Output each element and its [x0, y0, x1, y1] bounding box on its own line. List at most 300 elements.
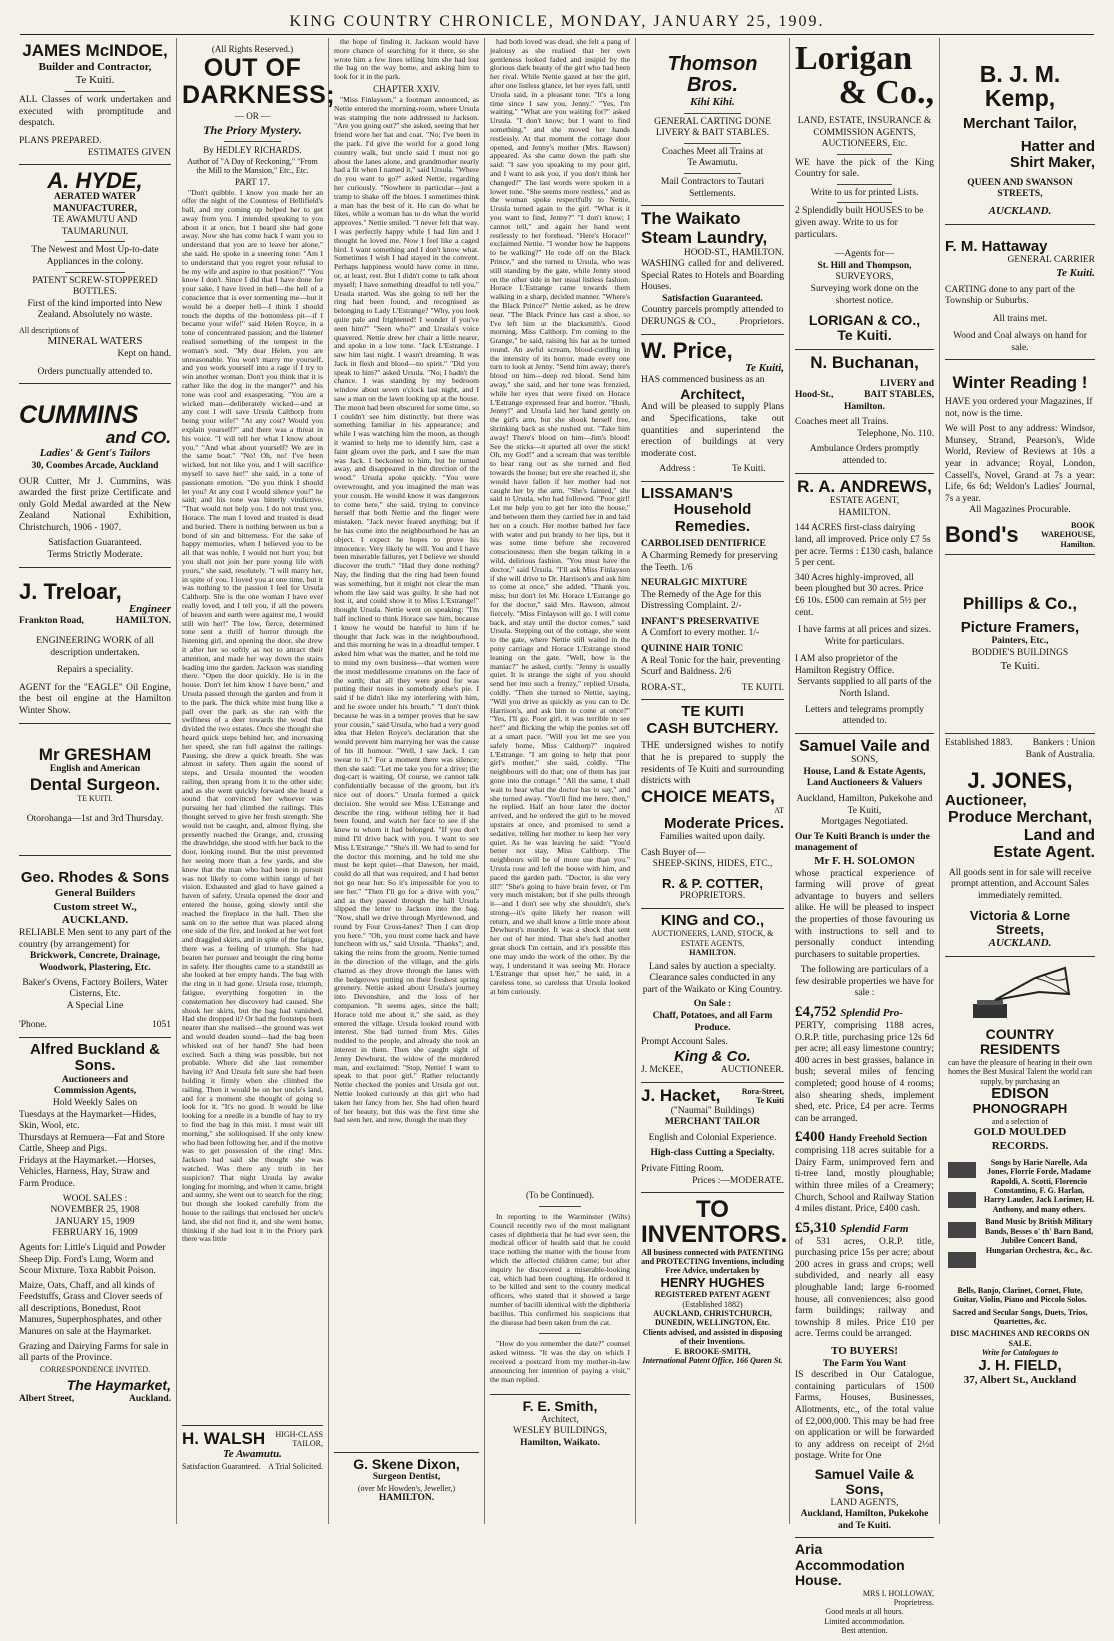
- ad-trade: LIVERY and: [880, 378, 934, 389]
- ad-headline: EDISON: [991, 1084, 1049, 1102]
- ad-trade: Estate Agent.: [993, 844, 1095, 862]
- product-desc: A Real Tonic for the hair, preventing Scurf and Baldness. 2/6: [641, 655, 781, 678]
- ad-body: Cash Buyer of—: [641, 847, 706, 858]
- ad-body: WE have the pick of the King Country for sale.: [795, 157, 934, 180]
- ad-town: TE KUITI.: [77, 794, 113, 804]
- ad-body: Limited accommodation.: [824, 1616, 905, 1626]
- ad-body: Write for Catalogues to: [981, 1348, 1059, 1358]
- ad-town: AUCKLAND.: [988, 204, 1052, 217]
- to-be-continued: (To be Continued).: [525, 1190, 595, 1200]
- ad-trade: Shirt Maker,: [1009, 154, 1095, 172]
- product-name: QUININE HAIR TONIC: [641, 644, 744, 655]
- ad-vaile: [795, 734, 934, 1539]
- ad-phone-number: 1051: [152, 1020, 171, 1031]
- ad-title: R. A. ANDREWS,: [797, 476, 932, 496]
- ad-body: St. Hill and Thompson,: [817, 260, 912, 271]
- ad-body: Surveying work done on the shortest notice.: [810, 283, 919, 306]
- ad-address: 37, Albert St., Auckland: [963, 1374, 1077, 1387]
- ad-price: [641, 335, 784, 482]
- story-subtitle: The Priory Mystery.: [203, 122, 302, 137]
- ad-body: FEBRUARY 16, 1909: [52, 1228, 138, 1239]
- ad-town: Te Kuiti.: [75, 74, 115, 87]
- ad-trade: Land and: [1023, 826, 1095, 844]
- ad-body: A Trial Solicited.: [268, 1462, 323, 1472]
- ad-body: Prices :—MODERATE.: [692, 1175, 784, 1186]
- ad-body: HAVE you ordered your Magazines, If not, now is the time.: [945, 397, 1093, 419]
- ad-trade: General Builders: [54, 886, 136, 899]
- ad-body: 144 ACRES first-class dairying land, all improved. Price only £7 5s per acre. Terms : £130 cash, balance 5 per cent.: [795, 523, 933, 569]
- ad-firm: J. McKEE,: [641, 1065, 683, 1076]
- ad-town: TE AWAMUTU AND TAUMARUNUI.: [52, 215, 138, 237]
- ad-buchanan: [795, 350, 934, 474]
- ad-body: WASHING called for and delivered. Special Rates to Hotels and Boarding Houses.: [641, 259, 784, 293]
- ad-title: N. Buchanan,: [810, 352, 919, 372]
- ad-title: Geo. Rhodes & Sons: [20, 869, 170, 887]
- ad-town: HAMILTON.: [689, 948, 736, 958]
- ad-body: AGENT for the "EAGLE" Oil Engine, the best oil engine at the Hamilton Winter Show.: [19, 682, 171, 716]
- ad-address: Hood-St.,: [795, 390, 834, 401]
- ad-body: LIVERY & BAIT STABLES.: [655, 128, 770, 139]
- ad-body: (Established 1882): [682, 1299, 743, 1309]
- ad-trade: BAIT STABLES,: [864, 390, 934, 401]
- ad-body: Thursdays at Remuera—Fat and Store Cattle, Sheep and Pigs.: [19, 1132, 165, 1155]
- ad-headline: Moderate Prices.: [663, 814, 784, 832]
- ad-body: WOOL SALES :: [62, 1193, 128, 1204]
- story-author-works: Author of "A Day of Reckoning," "From the Mill to the Mansion," Etc., Etc.: [187, 156, 318, 175]
- product-name: INFANT'S PRESERVATIVE: [641, 616, 760, 627]
- ad-trade: English and American: [49, 764, 141, 775]
- ad-trade: TAILOR,: [292, 1438, 323, 1448]
- story-text: "Miss Finlayson," a footman announced, as Nettie entered the morning-room, where Ursula was stamping the note addressed to Jackson. "Are you going out?" she asked, seeing that her friend wore her hat and coat. "No; I've been in the park. I'd give the world for a good long country walk, but uncle said I must not go about the lanes alone, and grandmother nearly had a fit when I named it," said Ursula. "Where do you want to go?" asked Nettie, regarding her curiously. "Nowhere in particular—just a tramp to shake off the blues. I sometimes think a man has the best of it. He can do what he likes, while a woman has to do what the world approves." Nettie smiled. "I never felt that way. I was perfectly happy while I had Jim and I thought he loved me. Now I feel like a caged bird. I want something and I don't know what. Sometimes I wish I had stayed in the convent. Perhaps happiness would have come in time, or, at least, rest. But I didn't come to talk about myself; I have something dreadful to tell you." Ursula started. Was she going to tell her the ring had been found, and recognised as belonging to Lady L'Estrange? "Why, you look quite pale and frightened! I wonder if you've seen him?" "Seen who?" and Ursula's voice quavered. Nettie drew her chair a little nearer, and spoke in a low tone. "Jack L'Estrange. I saw him last night. I wasn't dreaming. It was Jack in flesh and blood—no spirit." "Did you speak to him?" asked Ursula. "No; I hadn't the chance. I was standing by my bedroom window about seven o'clock last night, and I saw a man on the lawn looking up at the house. The moon had been obscured for some time, so I couldn't see him distinctly, but there was something familiar in his appearance; and while I was watching him the moon, as though it wanted to help me to identify him, cast a faint gleam over the park, and I saw the man was Jack. I beckoned to him, but he turned away, and disappeared in the direction of the wood." Ursula spoke quickly. "You were overwrought, and you imagined the man was your cousin. He would know it was dangerous to come here," she said, trying to convince herself that both Nettie and the finger were mistaken. "Jack never feared anything; but if he has come into the neighbourhood he has an object. I expect he hopes to prove his innocence. Very likely he will. You and I have been miserable failures, yet I believe we should discover the truth." "Had they done nothing? Nay, the finding that the ring had been found was something, but it might not clear the man whom the law said was guilty. It she had not lost it, and could show it to Miss L'Estrange!" thought Ursula. Nettie went on speaking: "I'm half inclined to think Horace saw him, because I know he would be hateful to him if he thought that Jack was in the neighbourhood, and this morning he was in a dreadful temper. I asked him what was the matter, and he told me to mind my own business—that women were the most meddlesome creatures on the face of the earth; that all they were good for was putting their noses in somebody else's pie. I said if he didn't like my interfering with him, and he swore under his breath." "I don't think because he was in a temper proves that he saw your cousin," said Ursula, who had a very good idea that Helen Royce's declaration that she would prevent him marrying her was the cause of his ill humour. "Well, I saw Jack. I can swear to it." For a moment there was silence; then she said: "Let me take you for a drive; the dog-cart is waiting. Of course, we cannot talk confidentially because of the groom, but it's nice out of doors." Ursula formed a quick decision. She would see Miss L'Estrange and describe the ring, without telling her it had been found, and watch her face to see if she knew to whom it had belonged. "If you don't mind I'll drive back with you. I want to see Miss L'Estrange." "She's ill. We had to send for the doctor this morning, and he told me she must be kept quiet—that Dawson, her maid, could do all that was required, and I had better not go near her. So it's impossible for you to see her." "Then I'll go for a drive with you," and as they passed through the hall Ursula slipped the letter to Jackson into the bag. "Now, shall we drive through Myrtlewood, and round by Four Cross-lanes? Then I can drop you here." "Oh, you must come back and have luncheon with us," said Ursula. "Thanks"; and, taking the reins from the groom, Nettie turned in the direction of the village, and the girls chatted as they drove through the lanes with the hedgerows putting on their freshest spring greenery. Nettie asked about Ursula's journey into Devonshire, and the loss of her companion. "It seems ages, since the ball; Horace told me about it," she said, as they entered the village. Ursula looked round with interest. She had turned from Mrs. Giles nodded to the people, and already she took an interest in them. Then she caught sight of Jenny Dewhurst, the widow of the murdered man, and exclaimed: "Stop, Nettie! I want to speak to that poor girl." Rather reluctantly Nettie checked the ponies and Ursula got out. Nettie looked curiously at this girl who had taken her fancy from her. She had often heard of her beauty, but this was the first time she had seen her, and now, though the man they: [334, 94, 479, 1125]
- ad-body: Chaff, Potatoes, and all Farm Produce.: [652, 1011, 773, 1033]
- product-name: NEURALGIC MIXTURE: [641, 578, 748, 589]
- ad-title: Steam Laundry,: [641, 227, 768, 247]
- ad-aria: [795, 1538, 934, 1640]
- ad-town: AUCKLAND.: [988, 937, 1052, 950]
- ad-lissaman: [641, 482, 784, 700]
- ad-title: A. HYDE,: [47, 168, 143, 194]
- ad-trade: Land Auctioneers & Valuers: [806, 778, 923, 789]
- property-name: Splendid Pro-: [840, 1007, 903, 1020]
- ad-town: HAMILTON.: [115, 616, 171, 627]
- ad-address: WESLEY BUILDINGS,: [512, 1426, 608, 1437]
- ad-firm: HENRY HUGHES: [660, 1274, 765, 1290]
- ad-address: International Patent Office, 166 Queen St.: [642, 1356, 783, 1366]
- ad-cummins: [19, 384, 171, 567]
- ad-address: Auckland, Hamilton, Pukekohe and Te Kuiti,: [796, 794, 933, 816]
- ad-address: AUCKLAND, CHRISTCHURCH, DUNEDIN, WELLINGTON, Etc.: [653, 1309, 772, 1328]
- ad-body: and a selection of: [991, 1116, 1049, 1126]
- story-or: — OR —: [234, 110, 270, 121]
- ad-body: Letters and telegrams promptly attended to.: [805, 704, 924, 727]
- ad-laundry: [641, 206, 784, 334]
- story-text: the hope of finding it. Jackson would have more chance of searching for it there, so she wrote him a few lines telling him she had lost the bag on the way home, and asking him to look for it in the park.: [334, 37, 479, 82]
- ad-trade: Builder and Contractor,: [38, 60, 152, 73]
- ad-body: Clearance sales conducted in any part of the Waikato or King Country.: [642, 973, 783, 995]
- property-price: £4,752: [795, 1004, 837, 1021]
- ad-trade: AUCTIONEERS, LAND, STOCK, & ESTATE AGENTS,: [651, 929, 774, 948]
- ad-title: COUNTRY RESIDENTS: [979, 1025, 1061, 1058]
- column-6: [790, 38, 940, 1636]
- ad-body: Maize, Oats, Chaff, and all kinds of Feedstuffs, Grass and Clover seeds of all descriptions, Bonedust, Root Manures, Superphosphates, and other Manures on sale at the Haymarket.: [19, 1280, 163, 1337]
- ad-headline: RECORDS.: [991, 1139, 1049, 1152]
- ad-address: 30, Coombes Arcade, Auckland: [31, 460, 159, 471]
- ad-title: Lorigan: [795, 40, 913, 77]
- ad-headline: CHOICE MEATS,: [641, 786, 775, 806]
- ad-body: 2 Splendidly built HOUSES to be given away. Write to us for particulars.: [795, 206, 924, 240]
- ad-field: [945, 957, 1095, 1393]
- ad-body: And will be pleased to supply Plans and Specifications, take out quantities and superintend the erection of buildings at very moderate cost.: [641, 402, 784, 459]
- ad-title: F. M. Hattaway: [945, 237, 1048, 255]
- ad-trade: Hatter and: [1020, 137, 1095, 155]
- ad-town: TE KUITI.: [741, 682, 784, 693]
- ad-trade: ESTATE AGENT,: [829, 496, 900, 507]
- ad-body: SHEEP-SKINS, HIDES, ETC.,: [652, 859, 773, 870]
- ad-body: ESTIMATES GIVEN: [87, 147, 171, 158]
- ad-body: English and Colonial Experience.: [648, 1132, 777, 1143]
- ad-trade: HIGH-CLASS: [275, 1429, 323, 1439]
- ad-body: Private Fitting Room.: [641, 1164, 724, 1175]
- ad-body: On Sale :: [693, 999, 732, 1010]
- ad-body: NOVEMBER 25, 1908: [50, 1205, 140, 1216]
- ad-king: [641, 909, 784, 1083]
- ad-title: SONS,: [851, 755, 878, 766]
- ad-trade: GENERAL CARRIER: [1007, 255, 1095, 266]
- ad-body: Kept on hand.: [117, 349, 171, 360]
- ad-body: Best attention.: [841, 1626, 888, 1636]
- ad-treloar: [19, 568, 171, 724]
- ad-title: Remedies.: [674, 517, 751, 535]
- ad-trade: Architect,: [541, 1414, 579, 1425]
- ad-address: RORA-ST.,: [641, 682, 686, 693]
- ad-title: J. Hacket,: [641, 1085, 721, 1105]
- news-item: "How do you remember the date?" counsel asked witness. "It was the day on which I received a postcard from my mother-in-law announcing her intention of paying a visit," the man replied.: [490, 1339, 630, 1384]
- ad-body: Agents for: Little's Liquid and Powder Sheep Dip. Ford's Lung, Worm and Scour Mixture. Toxa Rabbit Poison.: [19, 1242, 166, 1277]
- ad-address: Albert Street,: [19, 1393, 75, 1404]
- property-name: Handy Freehold Section: [829, 1134, 927, 1145]
- ad-title: H. WALSH: [182, 1428, 266, 1448]
- masthead: KING COUNTRY CHRONICLE, MONDAY, JANUARY 25, 1909.: [20, 10, 1094, 35]
- column-4: [485, 38, 636, 1524]
- ad-dixon: [334, 1452, 479, 1510]
- property-desc: PERTY, comprising 1188 acres, O.R.P. title, purchasing price 12s 6d per acre; all easy limestone country; 400 acres in best grasses, balance in bush; several miles of fencing completed; good house of 4 rooms; also shearing sheds, implement shed, etc. Price, £4 per acre. Terms can be arranged.: [795, 1021, 934, 1124]
- ad-firm: Samuel Vaile & Sons,: [814, 1465, 915, 1498]
- story-title: OUT OF: [203, 54, 302, 82]
- ad-body: ALL Classes of work undertaken and executed with promptitude and despatch.: [19, 95, 171, 129]
- product-desc: A Comfort to every mother. 1/-: [641, 628, 760, 639]
- news-item: In reporting to the Warminster (Wilts) Council recently two of the most malignant cases of diphtheria that he had ever seen, the medical officer of health said that he could trace nothing the matter with the house from which the affected children came; but after inquiry he discovered a miserable-looking cat, which had been coughing. He ordered it to be killed and sent to the county medical officers, who stated that it showed a large number of bacilli identical with the diphtheria bacillus. This confirmed his suspicions that the disease had been taken from the cat.: [490, 1212, 630, 1327]
- ad-body: First of the kind imported into New Zealand. Absolutely no waste.: [27, 298, 163, 321]
- property-price: £400: [795, 1129, 825, 1146]
- ad-body: SURVEYORS,: [835, 272, 894, 283]
- ad-body: IS described in Our Catalogue, containing particulars of 1500 Farms, Houses, Businesses, Allotments, etc., of the total value of £2,000,000. This may be had free on application or will be forwarded to any address on receipt of 2½d postage. Write for One: [795, 1370, 934, 1462]
- ad-town: HAMILTON.: [378, 1493, 435, 1504]
- property-price: £5,310: [795, 1219, 837, 1236]
- ad-firm: LORIGAN & CO.,: [808, 312, 921, 329]
- ad-inventors: [641, 1193, 788, 1370]
- ad-firm: Bond's: [945, 522, 1019, 548]
- ad-town: Te Kuiti,: [745, 361, 784, 374]
- story-author: By HEDLEY RICHARDS.: [203, 144, 302, 155]
- ad-body: Good meals at all hours.: [825, 1607, 904, 1617]
- ad-headline: TO BUYERS!: [831, 1344, 898, 1357]
- ad-body: Fridays at the Haymarket.—Horses, Vehicles, Harness, Hay, Straw and Farm Produce.: [19, 1155, 156, 1190]
- ad-body: REGISTERED PATENT AGENT: [654, 1290, 771, 1300]
- property-desc: of 531 acres, O.R.P. title, purchasing price 15s per acre; about 200 acres in grass and crops; well subdivided, and nearly all easy ploughable land; large 6-roomed house, all conveniences; also good farm buildings; railway and township 8 miles. Price £10 per acre. Terms could be arranged.: [795, 1236, 934, 1340]
- ad-body: I AM also proprietor of the Hamilton Registry Office.: [795, 654, 898, 676]
- ad-body: Clients advised, and assisted in disposing of their Inventions.: [642, 1327, 783, 1347]
- ad-address: (over Mr Howden's, Jeweller,): [357, 1483, 456, 1493]
- ad-body: The Newest and Most Up-to-date Appliances in the colony.: [31, 245, 159, 268]
- ad-town: Te Kuiti.: [732, 464, 766, 475]
- ad-body: We will Post to any address: Windsor, Munsey, Strand, Pearson's, Wide World, Review of Reviews at 10s a year in advance; Royal, London, Cassell's, Novel, Grand at 7s a year: Life, 6s 6d; Weldon's Ladies' Journal, 7s a year.: [945, 424, 1095, 504]
- ad-winter: [945, 360, 1095, 555]
- ad-firm: J. H. FIELD,: [978, 1356, 1062, 1374]
- ad-body: Mail Contractors to Tautari Settlements.: [660, 177, 765, 199]
- ad-phone-label: 'Phone.: [19, 1020, 47, 1031]
- ad-lorigan: [795, 38, 934, 350]
- product-desc: A Charming Remedy for preserving the Teeth. 1/6: [641, 551, 778, 573]
- ad-body: Tuesdays at the Haymarket—Hides, Skin, Wool, etc.: [19, 1109, 157, 1132]
- ad-body: All trains met.: [992, 313, 1048, 324]
- ad-hacket: [641, 1083, 784, 1193]
- story-part: PART 17.: [235, 176, 270, 187]
- ad-phone: Telephone, No. 110.: [857, 428, 934, 439]
- ad-body: Songs by Harie Narelle, Ada Jones, Florrie Forde, Madame Rapoldi, A. Scotti, Florencio Constantino, F. G. Harlan, Harry Lauder, Jack Lorimer, H. Anthony, and many others.: [983, 1157, 1095, 1214]
- ad-body: AT: [774, 806, 784, 816]
- ad-trade: LAND AGENTS,: [830, 1497, 899, 1508]
- ad-body: Baker's Ovens, Factory Boilers, Water Cisterns, Etc.: [22, 977, 168, 1000]
- ad-title: W. Price,: [641, 337, 733, 363]
- ad-trade: Merchant Tailor,: [963, 115, 1077, 133]
- ad-headline: The Farm You Want: [822, 1358, 907, 1369]
- ad-title: Alfred Buckland & Sons.: [29, 1040, 161, 1075]
- ad-town: Te Kuiti.: [1056, 266, 1095, 279]
- column-2: [177, 38, 336, 1524]
- ad-body: whose practical experience of farming will prove of great advantage to buyers and sellers alike. He will be pleased to inspect the properties of those favouring us with instructions to sell and to personally conduct intending purchasers to suitable properties.: [795, 868, 934, 960]
- ad-trade: Dental Surgeon.: [29, 774, 161, 794]
- ad-body: Mortgages Negotiated.: [820, 817, 909, 828]
- ad-headline: GOLD MOULDED: [973, 1126, 1067, 1139]
- ad-body: Bankers : Union Bank of Australia.: [1025, 738, 1095, 760]
- ad-title: Thomson Bros.: [667, 53, 758, 96]
- records-icon-column: [945, 1158, 979, 1283]
- ad-title: TE KUITI: [681, 703, 744, 721]
- ad-body: OUR Cutter, Mr J. Cummins, was awarded the first prize Certificate and only Gold Medal awarded at the New Zealand National Exhibition, Christchurch, 1906 - 1907.: [19, 476, 171, 533]
- ad-title: G. Skene Dixon,: [353, 1455, 460, 1472]
- ad-title: The Haymarket,: [66, 1377, 171, 1394]
- story-title: DARKNESS;: [182, 80, 336, 109]
- ad-body: All descriptions of: [19, 325, 79, 335]
- ad-town: Te Kuiti.: [1000, 659, 1040, 672]
- ad-address: HOOD-ST., HAMILTON.: [683, 247, 784, 258]
- ad-body: Wood and Coal always on hand for sale.: [953, 331, 1087, 353]
- ad-trade: AERATED WATER MANUFACTURER,: [53, 192, 137, 214]
- ad-trade: MERCHANT TAILOR: [664, 1117, 761, 1128]
- ad-body: Sacred and Secular Songs, Duets, Trios, Quartettes, &c.: [952, 1307, 1088, 1327]
- ad-body: Prompt Account Sales.: [641, 1037, 728, 1048]
- ad-body: Satisfaction Guaranteed.: [662, 293, 763, 304]
- ad-body: can have the pleasure of hearing in their own homes the Best Musical Talent the world can supply, by purchasing an: [948, 1057, 1092, 1086]
- ad-buckland: [19, 1038, 171, 1410]
- ad-body: Our Te Kuiti Branch is under the management of: [795, 831, 930, 854]
- ad-title: CASH BUTCHERY.: [646, 719, 779, 737]
- ad-town: Te Awamutu.: [223, 1448, 282, 1461]
- ad-title: B. J. M. Kemp,: [979, 61, 1061, 112]
- phonograph-icon: [965, 964, 1075, 1024]
- ad-town: Te Kuiti.: [837, 327, 892, 344]
- ad-body: Ambulance Orders promptly attended to.: [809, 444, 920, 467]
- ad-address: Address :: [659, 464, 696, 475]
- ad-town: Hamilton.: [844, 401, 885, 412]
- ad-body: Orders punctually attended to.: [37, 366, 153, 377]
- ad-body: Repairs a speciality.: [56, 665, 134, 676]
- rights-notice: (All Rights Reserved.): [211, 44, 294, 54]
- ad-body: MINERAL WATERS: [47, 335, 143, 348]
- ad-body: Country parcels promptly attended to: [641, 305, 784, 316]
- ad-title: CUMMINS: [19, 401, 139, 430]
- ad-firm: DERUNGS & CO.,: [641, 317, 716, 328]
- ad-title: TO INVENTORS.: [641, 1196, 788, 1249]
- ad-mcindoe: [19, 38, 171, 165]
- ad-kemp: [945, 38, 1095, 225]
- ad-rhodes: [19, 856, 171, 1037]
- column-1: [14, 38, 177, 1524]
- ad-title: JAMES McINDOE,: [22, 41, 168, 60]
- ad-body: GENERAL CARTING DONE: [654, 116, 771, 127]
- ad-address: BODDIE'S BUILDINGS: [971, 647, 1069, 658]
- ad-firm: AUCTIONEER.: [720, 1065, 784, 1076]
- ad-address: Victoria & Lorne Streets,: [969, 907, 1071, 937]
- ad-headline: PHONOGRAPH: [972, 1101, 1068, 1117]
- ad-title: KING and CO.,: [660, 911, 765, 929]
- ad-body: 340 Acres highly-improved, all been ploughed but 30 acres. Price £6 10s. £500 can remain at 5½ per cent.: [795, 572, 927, 618]
- ad-body: Satisfaction Guaranteed.: [182, 1462, 261, 1472]
- ad-body: RELIABLE Men sent to any part of the country (by arrangement) for: [19, 928, 171, 950]
- ad-trade: House, Land & Estate Agents,: [803, 766, 926, 777]
- product-name: CARBOLISED DENTIFRICE: [641, 539, 766, 550]
- ad-gresham: [19, 724, 171, 857]
- ad-address: Auckland, Hamilton, Pukekohe and Te Kuiti.: [800, 1509, 929, 1531]
- ad-smith: [490, 1394, 630, 1454]
- column-3: [329, 38, 485, 1524]
- ad-body: JANUARY 15, 1909: [55, 1216, 135, 1227]
- ad-body: CORRESPONDENCE INVITED.: [39, 1364, 151, 1374]
- ad-butchery: [641, 700, 784, 909]
- ad-body: Otorohanga—1st and 3rd Thursday.: [26, 813, 164, 824]
- story-text: "Don't quibble. I know you made her an offer the night of the Countess of Hellifield's ball, and my coming up helped her to get away from you. I intended speaking to you about it at once, but I heard she had gone away. Now she has come back I want you to understand that you are to leave her alone," she said. He spoke in a sneering tone: "Am I to understand that you regret your refusal to be my wife and aspire to that position?" "You know I don't. Since I did that I have done for your sake, I have lived in hell—the hell of a conscience that is ever tormenting me—but it would be a deeper hell—I think I should touch the depths of the bottomless pit—if I became your wife!" said Helen Royce, in a tone of concentrated passion; and the listener realised something of the tempest in the woman's soul. "My dear Helen, you are unreasonable. You won't marry me yourself, and you work yourself into a rage if I try to win another woman. Don't you think that it is rather like the dog in the manger?" and his tone was cool and exasperating. "You are a wicked man—deliberately wicked—and at any cost I will save Ursula Calthorp from being your wife!" "At any cost? Would you explain yourself?" and there was a threat in his voice. "I will tell her what I know about you." "And what about yourself? We are in the same boat." "No! Oh, no! I've been wicked, but not like you, and I will sacrifice myself to save her!" she said, in a tone of passionate emotion. "Do you think I should let you? At any cost I would silence you!" he said; and his tone was bitterly vindictive. "That would not help you. I do not trust you, Horace. The man I loved and trusted is dead and buried. There is nothing between us but a bond of sin and bitterness. For the sake of happy memories, when I believed you to be all that was noble, I would not hurt you; but you shall not join her pure young life with yours," she said, resolutely. "I will marry her, in spite of you. I loved you at one time, but it was nothing to the passion I feel for Ursula Calthorp. She is the one woman I have ever really loved, and I tell you, if all the powers of heaven and earth were against me, I would still win her!" The low, fierce, determined tone sent a thrill of horror through the listening girl, and opening the door, she drew it after her so softly as not to attract their attention, and made her way down the stairs leading into the garden. Jackson was standing there. "Open the door quickly. He is in the house. Don't let him know I have been," and Ursula passed through the garden and from it to the park. The thick white mist hung like a pall over the park as she ran with the swiftness of a deer towards the wood that divided the two estates. Once she thought she heard quick steps behind her, and increasing her speed, she ran full against the railings. Pausing, she drew a quick breath. She was almost in safety. Then again the sound of steps, and Ursula mounted the wooden railing, then sprang from it to the other side; and as she went quickly forward she heard a sound that convinced her whoever was pursuing her had climbed the railings. This thought served to give her fresh strength. She would not be caught, and, almost flying, she presently reached the Grange, and, crossing the drawbridge, she stood with her back to the door, looking round. But the mist prevented her seeing more than a few yards, and she knew that the man who had been in pursuit was not likely to come within range of her vision. Exhausted and glad to have gained a haven of safety, Ursula opened the door and entered the house, going slowly until she reached the fireplace in the hall. Then she sank on to the settee that was placed along one side of the fire, and looked at her wet feet and draggled skirts, and in spite of the fatigue, there was a feeling of triumph. She had beaten her pursuer and brought the ring home in safety. Her thoughts came to a standstill as she looked at her empty hands. The bag with the ring in it had gone. Ursula rose, triumph, fatigue, everything forgotten in the consternation her discovery had caused. She shook her skirts, but the bag had vanished. Had she dropped it? Or had the footsteps been nearer than she realised—the ground was wet and would deaden sound—had the bag been whisked out of her hand? She had been excited. Such a thing was possible, but not probable. Where did she last remember having it? And Ursula felt sure she had been holding it firmly when she climbed the railing. Then it would be on her uncle's land, and for a moment she thought of going to look for it. "It's no good. It would be like looking for a needle in a bundle of hay to try to find the bag in this mist. I must wait till morning," she soliloquised. If she only knew who had been following her, and if the motive was to get possession of the ring! Mrs. Jackson had said she thought she was watched. Was there any truth in her suspicion? That night Ursula lay awake longing for morning, and when it came, bright and sunny, she went out to search for the ring; but though she looked carefully from the house to the railings that enclosed her uncle's land, she did not find it, and she went home, thinking if she had lost it in the Priory park there was little: [182, 187, 323, 1244]
- ad-body: A Special Line: [66, 1000, 124, 1011]
- story-text: had both loved was dead, she felt a pang of jealousy as she realised that her own gentleness looked faded and insipid by the glorious dark beauty of the girl who had been her rival. While Nettie gazed at her the girl, after one listless glance, let her eyes fall, until Ursula said, in a pleasant tone: "It's a long time since I saw you, Jenny." "Yes, I'm waiting." "What are you waiting for?" asked Ursula. "I don't know; but I want to find something." and she moved her hands restlessly. At that moment the cottage door opened, and Jenny's mother (Mrs. Rawson) appeared. As she came down the path she said: "I saw you speaking to my poor girl, and I want to ask you, if you don't think her changed?" The last words were spoken in a lower tone. "She seems more restless," and as the woman spoke respectfully to Nettie, Ursula turned again to the girl. "What is it you want to find, Jenny?" "I don't know; I cannot tell," and again her hand went restlessly to her forehead. "Here's Horace!" exclaimed Nettie. "I wonder how he happens to be walking?" He rode off on the Black Prince," and she turned to Ursula, who was still standing by the gate, while Jenny stood on the other side in her usual listless fashion. Horace L'Estrange came towards them walking in a sharp, decided manner. "Where's the Black Prince?" Nettie asked, as he drew near. "The Black Prince has cast a shoe, so I've left him at the blacksmith's. Good morning, Miss Calthorp. I'm coming to the Grange," he said, raising his hat as he turned round. An awful scream, blood-curdling in the intensity of its horror, made every one turn to look at Jenny. "Send him away; there's blood on him—deep red blood. Send him away," she said, and her tone was frenzied, while her eyes that were fixed on Horace L'Estrange expressed fear and horror. "Hush, Jenny!" and Ursula laid her hand gently on the girl's arm, but she shook herself free, shrinking back as she rushed out. "Take him away! There's blood on him—Jim's blood! See the sticks—it spurted all over the stick! Oh, my God!" and a scream that was terrible to hear rang out as she turned and fled towards the house; but ere she reached it, she would have fallen if her mother had not caught her by the arm. "She's fainted," she said to Ursula, who had followed. "Poor girl! Let me help you to get her into the house," and between them they carried her in and laid her on a couch. Her mother bathed her face with water and put brandy to her lips, but it was some time before she recovered consciousness; then she began talking in a wild, delirious fashion. "You must have the doctor," said Ursula. "I'll ask Miss Finlayson if she will drive to Dr. Harrison's and ask him to come at once," she added. "Thank you, miss; but don't let Mr. Horace L'Estrange go for the doctor," said Mrs. Rawson, almost fiercely. "Miss Finlayson will go. I will come back, and stay until the doctor comes," said Ursula. Stepping out of the cottage, she went to the gate, where Nettie still waited in the pony carriage and Horace L'Estrange stood leaning on the gate. "Well, how is the maniac?" he asked, curtly. "Jenny is usually quiet. It is strange the sight of you should send her into such a frenzy," replied Ursula, coldly. "Then she turned to Nettie, saying, "Will you drive as quickly as you can to Dr. Harrison's, and ask him to come at once?" "Yes, I'll go. Poor girl, it was terrible to see her!" and flicking the whip the ponies set off at a smart pace. "Will you let me see you safely home, Miss Calthorp?" inquired L'Estrange. "I am going to help that poor girl's mother," she said, coldly. "The neighbours will do that; one of them has just gone into the cottage." "All the same, I shall wait to hear what the doctor has to say," and she turned away. "You'll find me here, then," he replied. Half an hour later the doctor arrived, and he ordered the girl to be moved upstairs at once, and promised to send a sedative, telling her mother to keep her very quiet. As he was leaving he said: "You'd better not stay, Miss Calthorp. The neighbours will be of more use than you." Ursula rose and left the house with him, and paced the garden path. "Doctor, is she very ill?" "She's going to have brain fever, or I'm very much mistaken; but if she pulls through it—and I don't see why she shouldn't, she's strong—it's quite likely her reason will return, and we shall know a little more about Dewhurst's murder. It was a shock that sent her out of her mind. That she's had another great shock I'm certain, and it's possible this one may undo the work of the other. By the way, I understand it was seeing Mr. Horace L'Estrange that upset her," he said, in a careless tone, so careless that Ursula looked at him curiously.: [490, 37, 630, 997]
- ad-body: All Magazines Procurable.: [969, 505, 1071, 516]
- ad-firm: BOOK WAREHOUSE,: [1040, 520, 1095, 540]
- ad-body: DISC MACHINES AND RECORDS ON SALE.: [950, 1329, 1090, 1348]
- ad-body: —Agents for—: [834, 249, 895, 260]
- ad-title: and CO.: [105, 427, 171, 447]
- ad-body: E. BROOKE-SMITH,: [674, 1346, 751, 1356]
- ad-firm: King & Co.: [674, 1047, 751, 1065]
- ad-firm: PROPRIETORS.: [679, 891, 746, 902]
- ad-body: PATENT SCREW-STOPPERED BOTTLES.: [32, 275, 158, 298]
- ad-title: The Waikato: [641, 209, 741, 229]
- column-5: [636, 38, 790, 1524]
- ad-walsh: [182, 1425, 323, 1477]
- column-7: [940, 38, 1100, 1524]
- ad-body: Te Awamutu.: [687, 158, 738, 169]
- ad-body: Families waited upon daily.: [660, 832, 765, 843]
- property-name: Splendid Farm: [840, 1222, 909, 1235]
- ad-body: Grazing and Dairying Farms for sale in all parts of the Province.: [19, 1341, 169, 1364]
- ad-body: I have farms at all prices and sizes. Write for particulars.: [798, 625, 931, 647]
- ad-body: CARTING done to any part of the Township or Suburbs.: [945, 284, 1075, 307]
- ad-firm: Proprietors.: [739, 317, 784, 328]
- ad-body: Brickwork, Concrete, Drainage, Woodwork, Plastering, Etc.: [30, 951, 160, 973]
- ad-phillips: [945, 555, 1095, 734]
- product-desc: The Remedy of the Age for this Distressing Complaint. 2/-: [641, 589, 762, 612]
- ad-trade: Painters, Etc.,: [991, 636, 1049, 647]
- ad-body: Coaches Meet all Trains at: [661, 146, 764, 157]
- ad-body: Hold Weekly Sales on: [52, 1098, 138, 1108]
- ad-trade: Auctioneer,: [945, 791, 1027, 809]
- ad-trade: Auctioneers and: [61, 1074, 129, 1085]
- ad-body: Write to us for printed Lists.: [810, 187, 919, 198]
- ad-town: Auckland.: [129, 1393, 171, 1404]
- ad-title: Winter Reading !: [952, 373, 1088, 393]
- ad-title: J. Treloar,: [19, 578, 122, 604]
- record-cylinders-icon: [945, 1158, 979, 1278]
- ad-address: Frankton Road,: [19, 616, 84, 627]
- ad-body: Bells, Banjo, Clarinet, Cornet, Flute, Guitar, Violin, Piano and Piccolo Solos.: [953, 1285, 1087, 1305]
- ad-body: High-class Cutting a Specialty.: [650, 1148, 775, 1159]
- ad-andrews: [795, 474, 934, 734]
- ad-body: Terms Strictly Moderate.: [47, 550, 143, 561]
- ad-trade: Picture Framers,: [960, 618, 1080, 636]
- ad-title: Household: [673, 501, 752, 519]
- ad-jones: [945, 734, 1095, 957]
- ad-body: All business connected with PATENTING and PROTECTING Inventions, including Free Advice, undertaken by: [641, 1247, 784, 1276]
- ad-title: F. E. Smith,: [522, 1398, 598, 1415]
- property-desc: comprising 118 acres suitable for a Dairy Farm, unimproved fern and ti-tree land, mostly ploughable; within three miles of a Creamery; Church, School and Railway Station 4 miles distant. Price, £400 cash.: [795, 1146, 934, 1215]
- ad-title: Phillips & Co.,: [962, 594, 1078, 614]
- ad-body: Mr F. H. SOLOMON: [814, 854, 915, 867]
- ad-body: Coaches meet all Trains.: [795, 417, 889, 428]
- ad-address: Custom street W.,: [53, 900, 137, 913]
- ad-title: Samuel Vaile and: [799, 737, 930, 755]
- ad-title: & Co.,: [838, 74, 934, 111]
- ad-body: All goods sent in for sale will receive prompt attention, and Account Sales immediately remitted.: [948, 867, 1092, 901]
- ad-body: ENGINEERING WORK of all description undertaken.: [36, 636, 154, 658]
- ad-body: Proprietress.: [893, 1597, 934, 1607]
- ad-town: Hamilton.: [1060, 539, 1095, 549]
- ad-trade: LAND, ESTATE, INSURANCE & COMMISSION AGENTS, AUCTIONEERS, Etc.: [797, 116, 932, 150]
- ad-trade: Produce Merchant,: [947, 809, 1093, 827]
- ad-town: AUCKLAND.: [61, 914, 129, 927]
- ad-town: HAMILTON.: [838, 507, 891, 518]
- ad-trade: Commission Agents,: [53, 1086, 137, 1097]
- ad-trade: Architect,: [680, 386, 745, 403]
- ad-body: Band Music by British Military Bands, Besses o' th' Barn Band, Jubilee Concert Band, Hungarian Orchestra, &c., &c.: [984, 1217, 1094, 1255]
- ad-hyde: [19, 165, 171, 384]
- ad-body: THE undersigned wishes to notify that he is prepared to supply the residents of Te Kuiti and surrounding districts with: [641, 741, 784, 787]
- ad-trade: Engineer: [128, 602, 171, 615]
- ad-body: HAS commenced business as an: [641, 375, 765, 386]
- ad-trade: Ladies' & Gent's Tailors: [39, 447, 151, 460]
- ad-title: LISSAMAN'S: [641, 484, 733, 502]
- ad-body: Land sales by auction a specialty.: [648, 961, 777, 972]
- ad-trade: Surgeon Dentist,: [372, 1472, 441, 1483]
- chapter-heading: CHAPTER XXIV.: [373, 83, 440, 94]
- ad-body: The following are particulars of a few desirable properties we have for sale :: [795, 965, 934, 999]
